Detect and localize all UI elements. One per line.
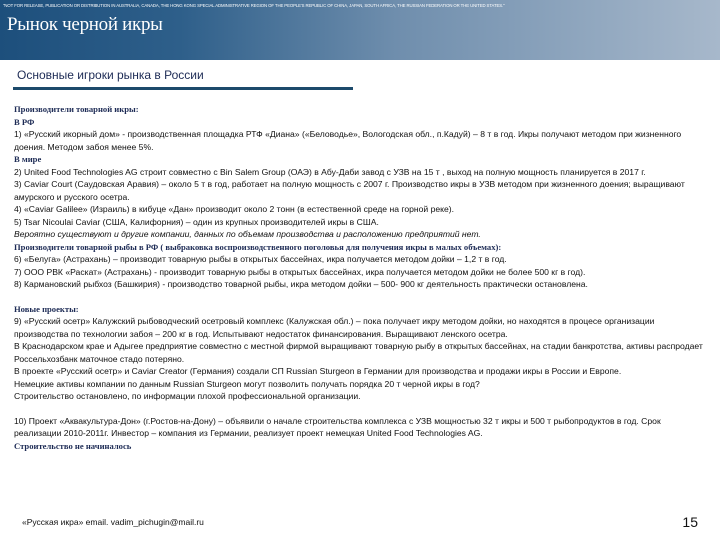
page-number: 15 — [682, 514, 698, 530]
spacer — [14, 291, 704, 303]
paragraph: Вероятно существуют и другие компании, данных по объемам производства и расположению предприятий нет. — [14, 229, 481, 239]
section-title: Основные игроки рынка в России — [17, 68, 204, 82]
paragraph: 8) Кармановский рыбхоз (Башкирия) - производство товарной рыбы, икра методом дойки – 500- 900 кг деятельность практически остановлена. — [14, 279, 588, 289]
paragraph: 5) Tsar Nicoulai Caviar (США, Калифорния) – один из крупных производителей икры в США. — [14, 216, 379, 227]
section-heading: Производители товарной икры: — [14, 104, 139, 114]
paragraph: 6) «Белуга» (Астрахань) – производит товарную рыбы в открытых бассейнах, икра получается методом дойки – 1,2 т в год. — [14, 254, 507, 264]
paragraph: 7) ООО РВК «Раскат» (Астрахань) - производит товарную рыбы в открытых бассейнах, икра получается методом дойки не более 500 кг в год). — [14, 266, 586, 277]
paragraph: В проекте «Русский осетр» и Caviar Creator (Германия) создали СП Russian Sturgeon в Германии для производства и продажи икры в России и Европе. — [14, 366, 622, 376]
section-heading: Новые проекты: — [14, 303, 79, 314]
divider — [13, 87, 353, 90]
spacer — [14, 403, 704, 415]
header-banner — [0, 0, 720, 60]
paragraph: Немецкие активы компании по данным Russian Sturgeon могут позволить получать порядка 20 т черной икры в год? — [14, 378, 480, 389]
paragraph: Строительство остановлено, по информации плохой профессиональной организации. — [14, 391, 361, 401]
section-heading: Строительство не начиналось — [14, 440, 132, 451]
paragraph: 10) Проект «Аквакультура-Дон» (г.Ростов-на-Дону) – объявили о начале строительства комплекса с УЗВ мощностью 32 т икры и 500 т рыбопродуктов в год. Срок реализации 2010-2011г. Инвестор – компания из Германии, реализует проект немецкая United Food Technologies AG. — [14, 415, 661, 438]
paragraph: 9) «Русский осетр» Калужский рыбоводческий осетровый комплекс (Калужская обл.) – пока получает икру методом дойки, но находятся в процесе организации производства по технологии забоя – 200 кг в год. Испытывают недостаток финансирования. Выращивают ленского осетра. — [14, 316, 655, 339]
footer-contact: «Русская икра» email. vadim_pichugin@mail.ru — [22, 517, 204, 527]
section-heading: Производители товарной рыбы в РФ ( выбраковка воспроизводственного поголовья для получения икры в малых объемах): — [14, 241, 502, 252]
page-title: Рынок черной икры — [7, 14, 163, 35]
paragraph: 3) Caviar Court (Саудовская Аравия) – около 5 т в год, работает на полную мощность с 2007 г. Производство икры в УЗВ методом при жизненного доения; выращивают амурского и русского осетра. — [14, 179, 685, 202]
disclaimer: "NOT FOR RELEASE, PUBLICATION OR DISTRIBUTION IN AUSTRALIA, CANADA, THE HONG KONG SPECIAL ADMINISTRATIVE REGION OF THE PEOPLE'S REPUBLIC OF CHINA, JAPAN, SOUTH AFRICA, THE RUSSIAN FEDERATION OR THE UNITED STATES." — [3, 3, 505, 8]
paragraph: 1) «Русский икорный дом» - производственная площадка РТФ «Диана» («Беловодье», Вологодская обл., п.Кадуй) – 8 т в год. Икры получают методом при жизненного доения. Методом забоя менее 5%. — [14, 129, 682, 152]
paragraph: 4) «Caviar Galilee» (Израиль) в кибуце «Дан» производит около 2 тонн (в естественной среде на горной реке). — [14, 204, 455, 214]
paragraph: В Краснодарском крае и Адыгее предприятие совместно с местной фирмой выращивают товарную рыбу в открытых бассейнах, на стадии банкротства, активы распродает Россельхозбанк маточное стадо потеряно. — [14, 341, 703, 364]
section-heading: В мире — [14, 154, 42, 164]
content-body — [14, 103, 704, 452]
section-heading: В РФ — [14, 116, 35, 127]
paragraph: 2) United Food Technologies AG строит совместно с Bin Salem Group (ОАЭ) в Абу-Даби завод с УЗВ на 15 т , выход на полную мощность планируется в 2017 г. — [14, 166, 646, 177]
